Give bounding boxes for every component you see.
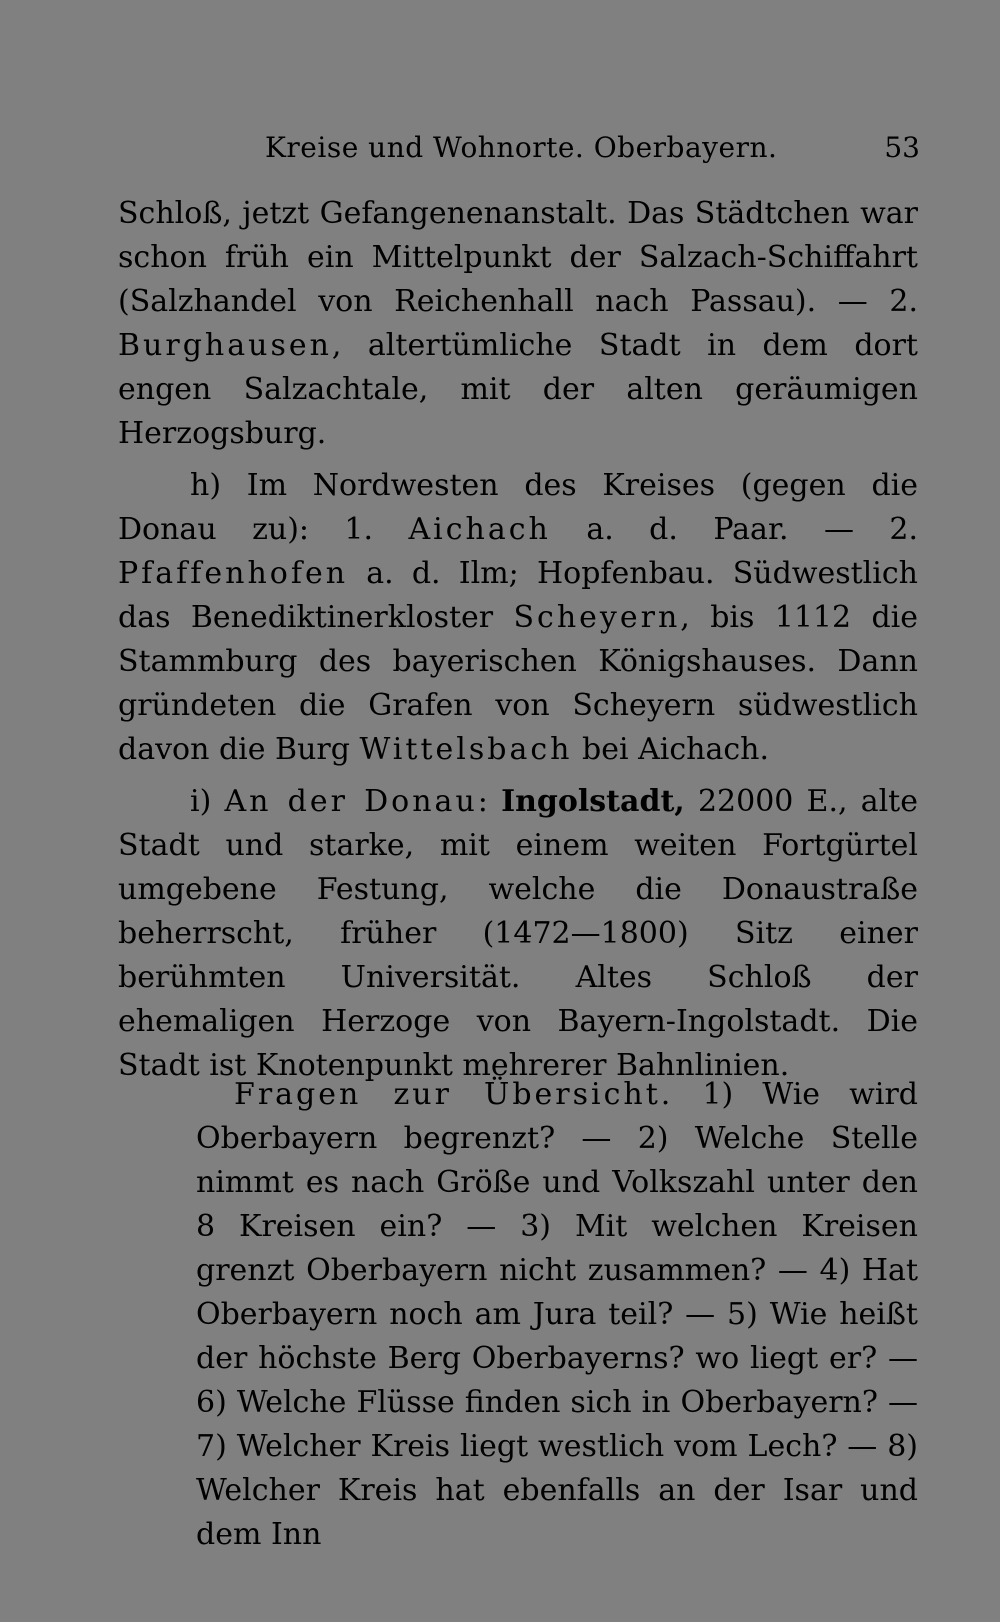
paragraph-text-tail: bei Aichach. bbox=[572, 732, 770, 767]
paragraph-text-tail: , altertümliche Stadt in dem dort engen Salzachtale, mit der alten geräumigen Herzogsburg. bbox=[118, 328, 918, 451]
place-name-aichach: Aichach bbox=[408, 512, 551, 547]
paragraph-donau bbox=[118, 780, 918, 1088]
paragraph-lead: h) Im Nordwesten des Kreises (gegen die Donau zu): 1. bbox=[118, 468, 918, 547]
place-name-wittelsbach: Wittelsbach bbox=[359, 732, 573, 767]
paragraph-burghausen bbox=[118, 192, 918, 456]
place-name-scheyern: Scheyern bbox=[513, 600, 681, 635]
paragraph-text-tail: 22000 E., alte Stadt und starke, mit einem weiten Fortgürtel umgebene Festung, welche die Donaustraße beherrscht, früher (1472—1800) Sitz einer berühmten Universität. Altes Schloß der ehemaligen Herzoge von Bayern-Ingolstadt. Die Stadt ist Knotenpunkt mehrerer Bahnlinien. bbox=[118, 784, 918, 1083]
place-name-pfaffenhofen: Pfaffenhofen bbox=[118, 556, 349, 591]
header-title: Kreise und Wohnorte. Oberbayern. bbox=[265, 131, 778, 164]
body-text bbox=[118, 192, 918, 1088]
questions-text: 1) Wie wird Oberbayern begrenzt? — 2) Welche Stelle nimmt es nach Größe und Volkszahl unter den 8 Kreisen ein? — 3) Mit welchen Kreisen grenzt Oberbayern nicht zusammen? — 4) Hat Oberbayern noch am Jura teil? — 5) Wie heißt der höchste Berg Oberbayerns? wo liegt er? — 6) Welche Flüsse finden sich in Oberbayern? — 7) Welcher Kreis liegt westlich vom Lech? — 8) Welcher Kreis hat ebenfalls an der Isar und dem Inn bbox=[196, 1077, 918, 1552]
place-name-burghausen: Burghausen bbox=[118, 328, 332, 363]
place-name-ingolstadt: Ingolstadt, bbox=[501, 784, 685, 819]
page-number: 53 bbox=[884, 131, 920, 164]
questions-heading: Fragen zur Übersicht. bbox=[234, 1077, 674, 1112]
paragraph-text: , bis 1112 die Stammburg des bayerischen Königshauses. Dann gründeten die Grafen von Scheyern südwestlich davon die Burg bbox=[118, 600, 918, 767]
paragraph-text: Schloß, jetzt Gefangenenanstalt. Das Städtchen war schon früh ein Mittelpunkt der Salzach-Schiffahrt (Salzhandel von Reichenhall nach Passau). — 2. bbox=[118, 196, 918, 319]
paragraph-nordwesten bbox=[118, 464, 918, 772]
paragraph-text: : bbox=[477, 784, 502, 819]
running-header bbox=[115, 128, 920, 168]
paragraph-text: a. d. Ilm; Hopfenbau. Südwestlich das Benediktinerkloster bbox=[118, 556, 918, 635]
paragraph-lead: i) bbox=[190, 784, 225, 819]
paragraph-text: a. d. Paar. — 2. bbox=[550, 512, 918, 547]
review-questions bbox=[196, 1073, 918, 1557]
questions-paragraph bbox=[196, 1073, 918, 1557]
section-name-donau: An der Donau bbox=[224, 784, 478, 819]
